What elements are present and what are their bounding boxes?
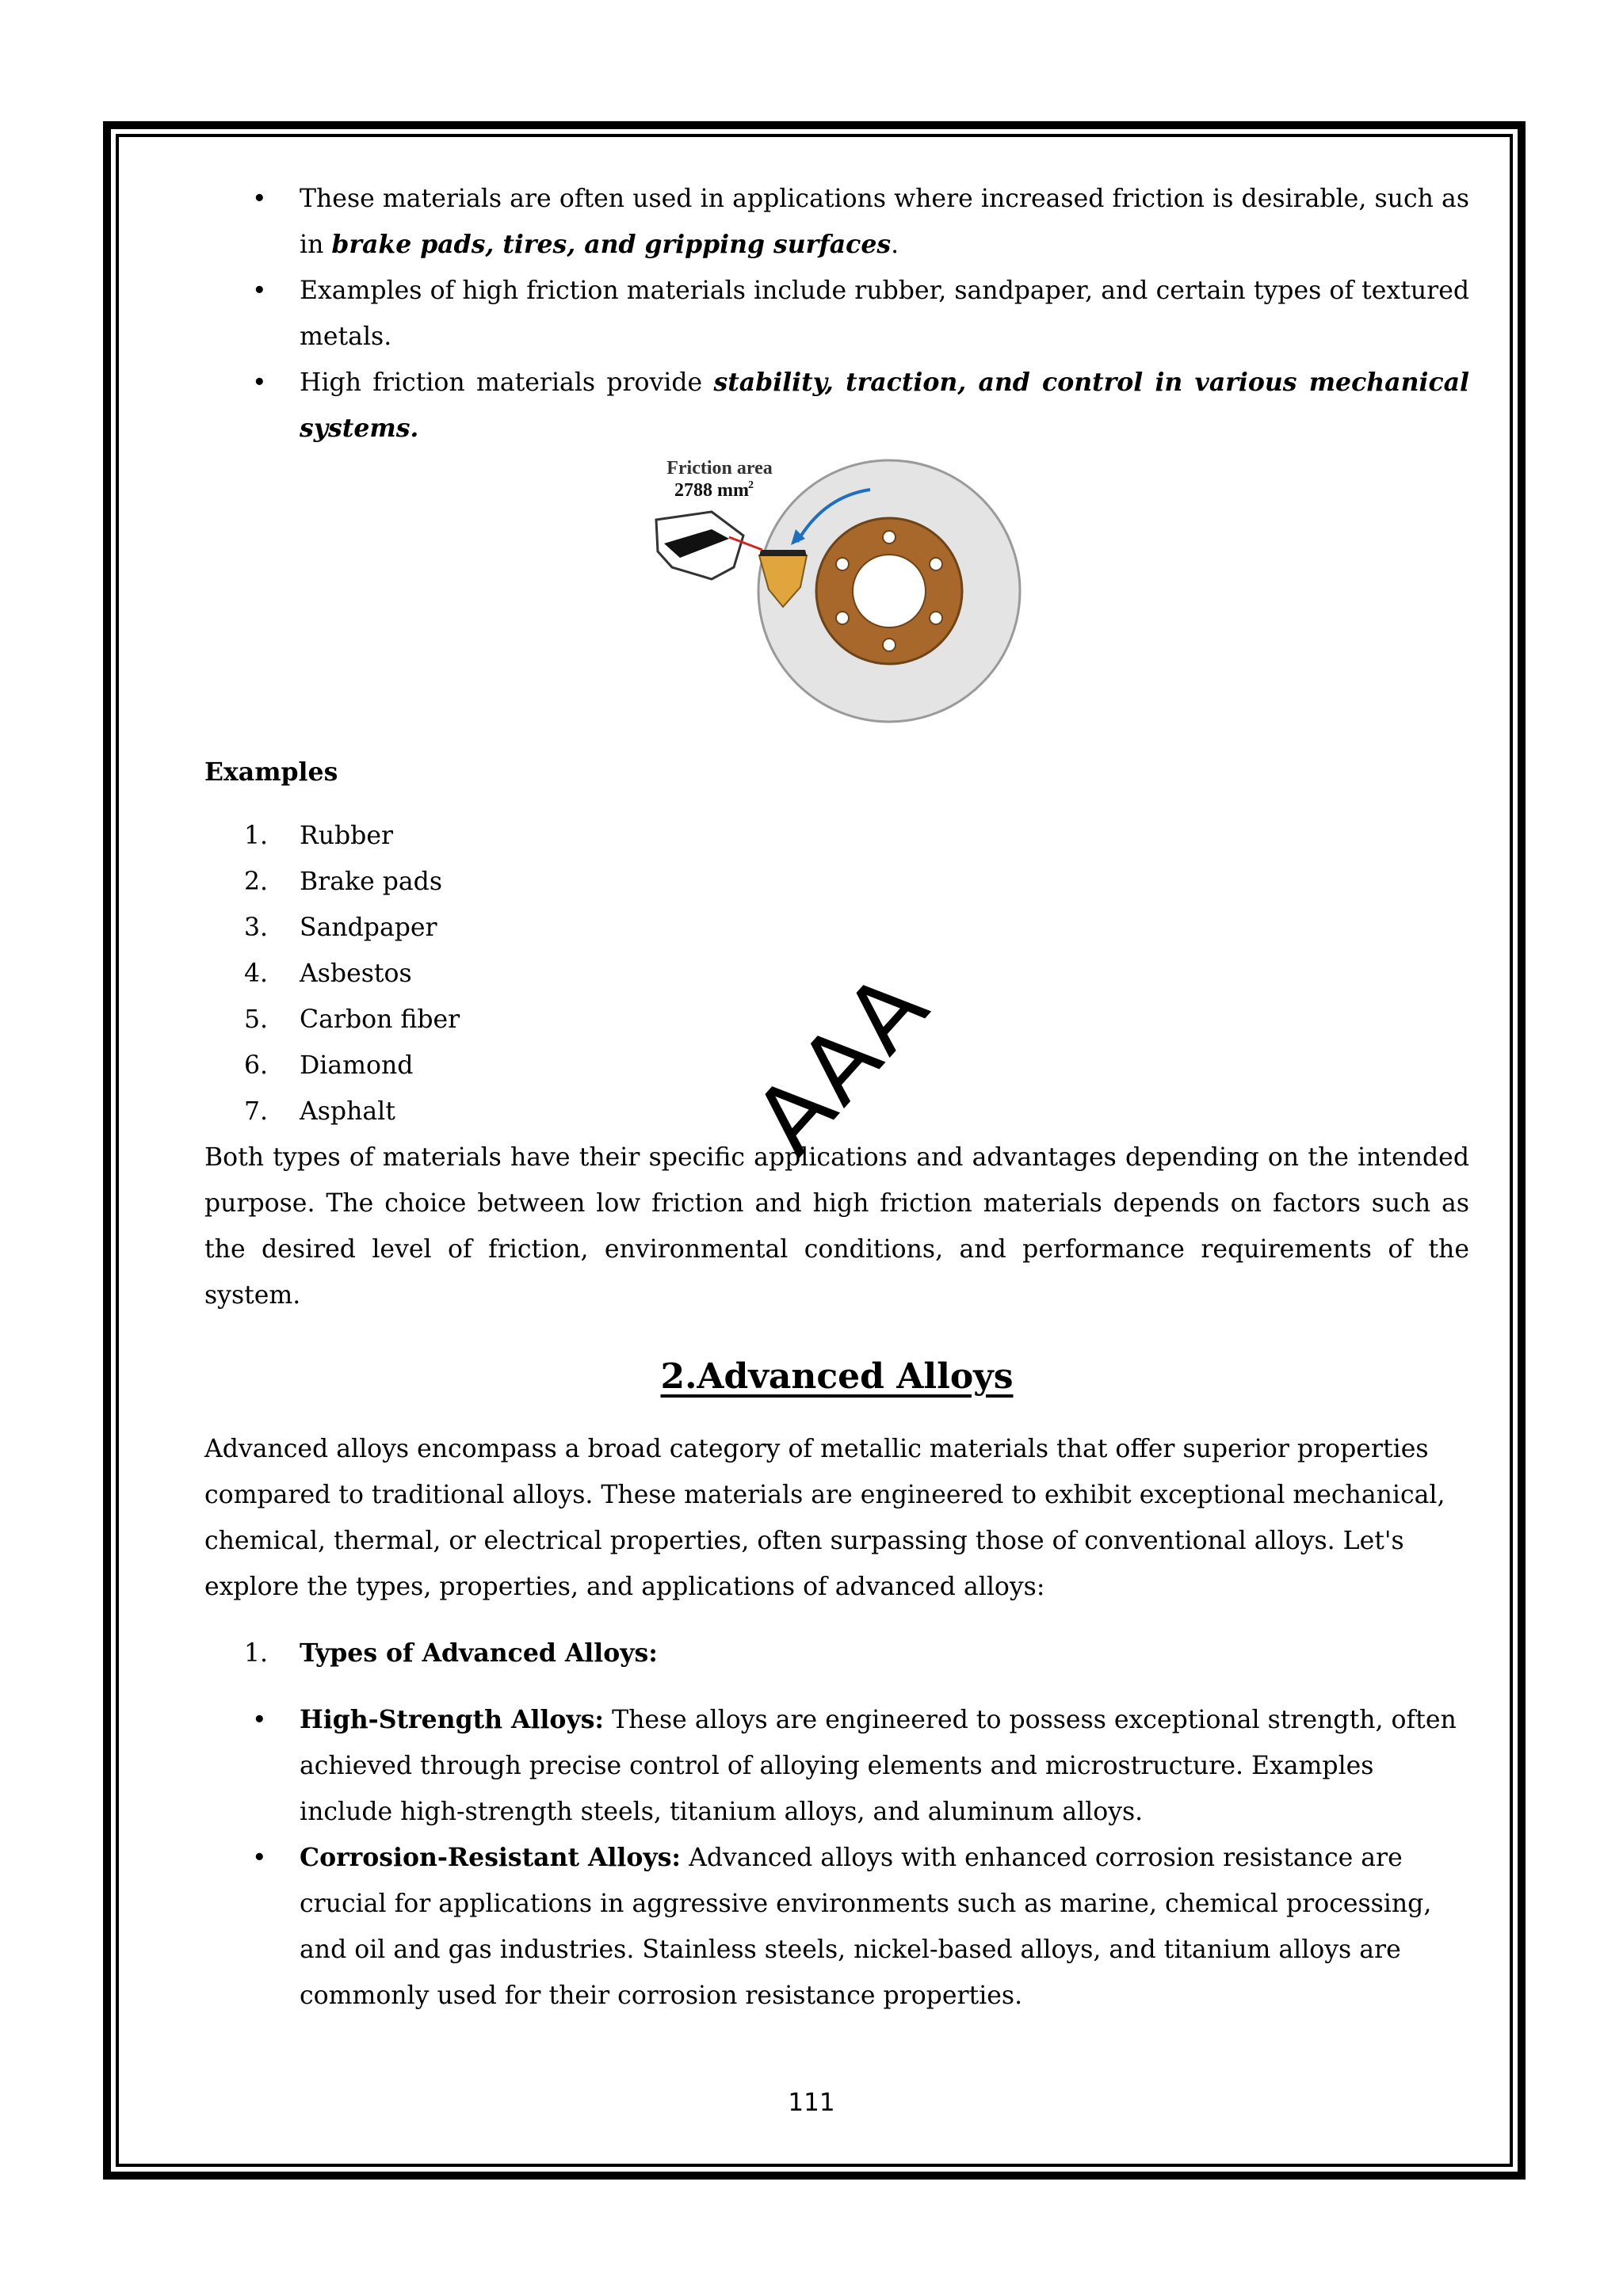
list-item: 1. Types of Advanced Alloys: — [244, 1638, 658, 1668]
brake-disc-figure — [204, 456, 1469, 726]
list-item: 7. Asphalt — [244, 1097, 395, 1126]
list-item: 3. Sandpaper — [244, 913, 437, 942]
list-item: • These materials are often used in applications where increased friction is desirable, such as in brake pads, tires, and gripping surfaces. — [252, 185, 1469, 259]
section-intro: Advanced alloys encompass a broad category of metallic materials that offer superior properties compared to traditional alloys. These materials are engineered to exhibit exceptional mechanical, chemical, thermal, or electrical properties, often surpassing those of conventional alloys. Let's explore the types, properties, and applications of advanced alloys: — [204, 1435, 1445, 1601]
figure-label-line1: Friction area — [666, 458, 773, 479]
list-item: 1. Rubber — [244, 822, 394, 850]
list-item: • Corrosion-Resistant Alloys: Advanced alloys with enhanced corrosion resistance are crucial for applications in aggressive environments such as marine, chemical processing, and oil and gas industries. Stainless steels, nickel-based alloys, and titanium alloys are commonly used for their corrosion resistance properties. — [252, 1843, 1432, 2010]
list-item: 6. Diamond — [244, 1051, 414, 1080]
examples-heading: Examples — [204, 757, 338, 787]
page-number: 111 — [788, 2088, 835, 2117]
friction-material — [759, 550, 807, 556]
alloy-types-bullets — [204, 1697, 1469, 2019]
list-item: 4. Asbestos — [244, 959, 412, 988]
high-friction-bullets — [204, 176, 1469, 452]
figure-label-line2: 2788 mm — [674, 480, 749, 501]
list-item: • High friction materials provide stability, traction, and control in various mechanical systems. — [252, 368, 1469, 443]
brake-disc-center-hole — [853, 555, 926, 627]
figure-label-superscript: 2 — [748, 479, 754, 491]
list-item: 5. Carbon fiber — [244, 1005, 460, 1034]
list-item: 2. Brake pads — [244, 868, 443, 896]
brake-disc-illustration — [204, 456, 1469, 726]
list-item: • High-Strength Alloys: These alloys are engineered to possess exceptional strength, often achieved through precise control of alloying elements and microstructure. Examples include high-strength steels, titanium alloys, and aluminum alloys. — [252, 1705, 1457, 1826]
watermark: AAA — [733, 951, 950, 1175]
types-list — [204, 1630, 1469, 1676]
section-heading: 2.Advanced Alloys — [660, 1356, 1014, 1397]
list-item: • Examples of high friction materials include rubber, sandpaper, and certain types of textured metals. — [252, 277, 1469, 351]
summary-paragraph: Both types of materials have their specific applications and advantages depending on the intended purpose. The choice between low friction and high friction materials depends on factors such as the desired level of friction, environmental conditions, and performance requirements of the system. — [204, 1143, 1469, 1310]
